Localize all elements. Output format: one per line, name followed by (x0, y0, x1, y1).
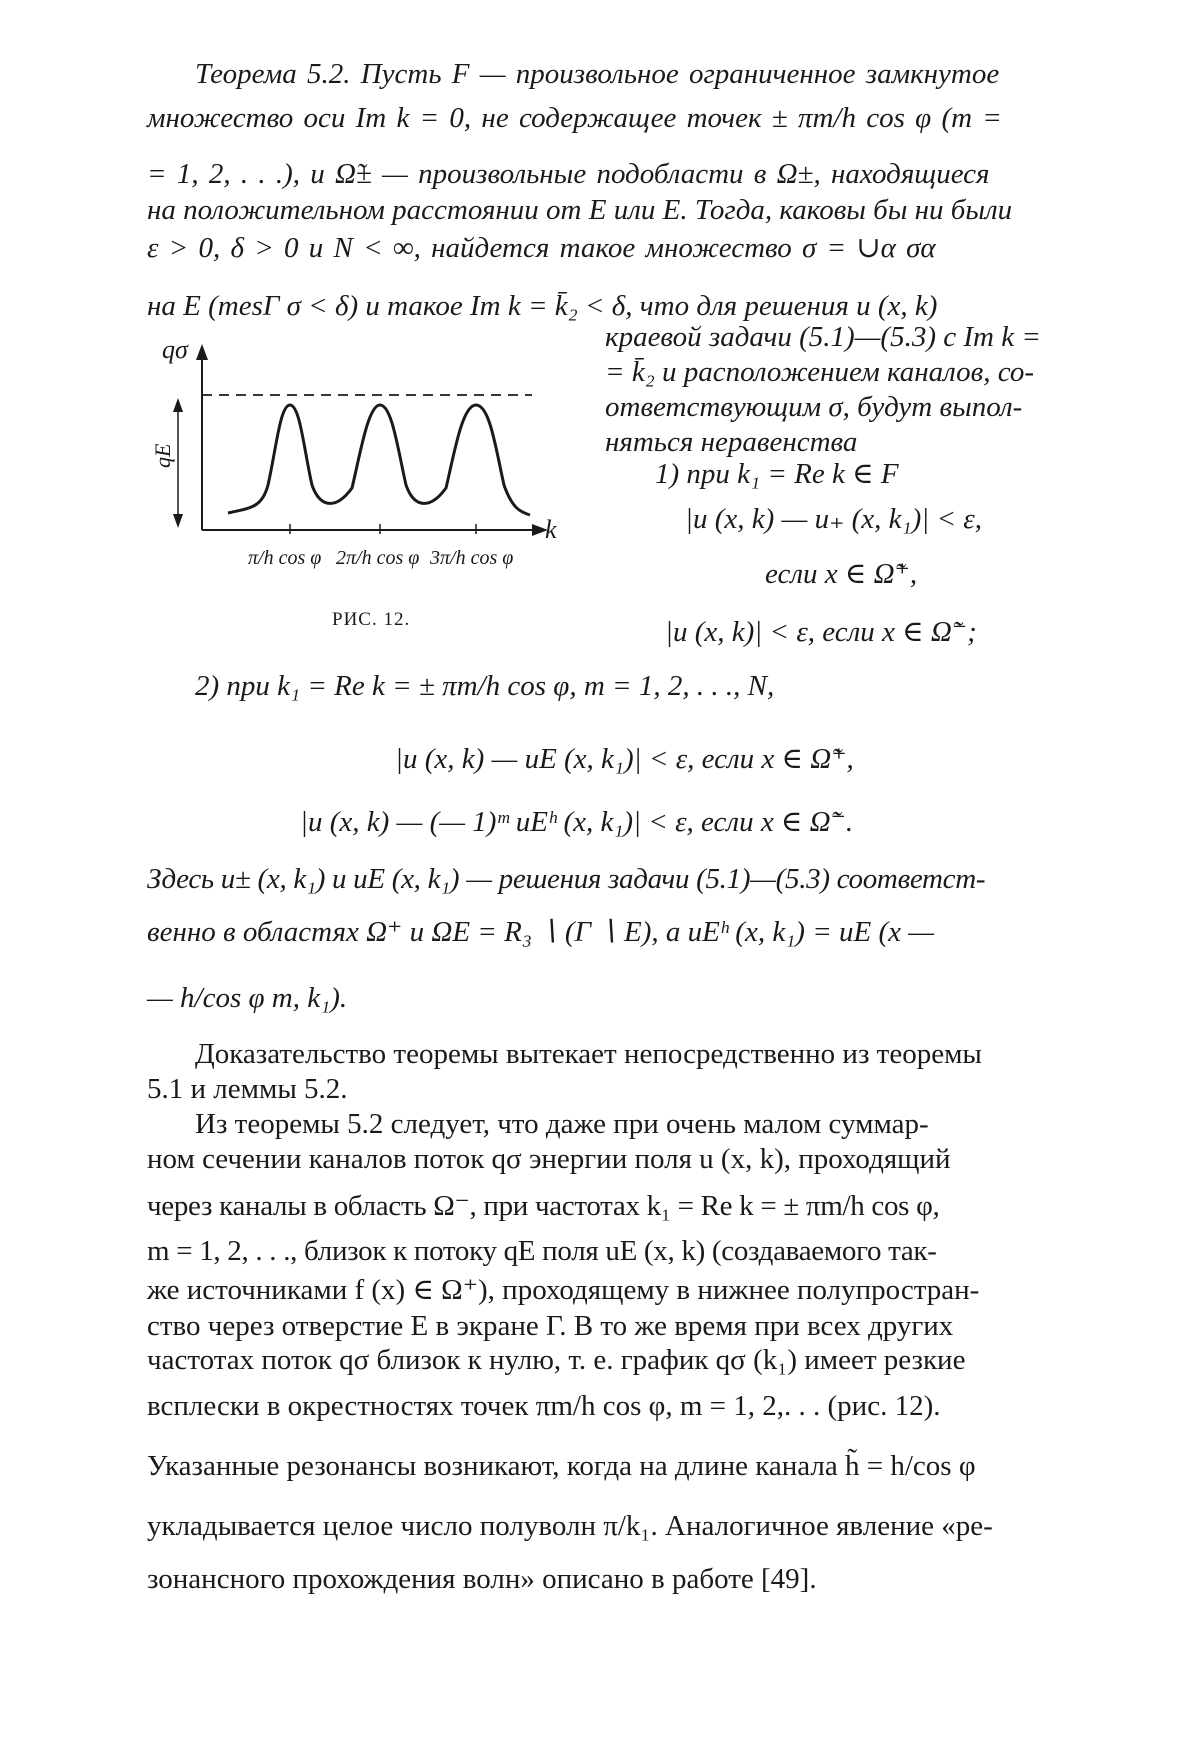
tick-label: 3π/h cos φ (430, 547, 514, 569)
condition-item-2: 2) при k₁ = Re k = ± πm/h cos φ, m = 1, 2, . . ., N, (195, 670, 775, 702)
paragraph-line: m = 1, 2, . . ., близок к потоку qE поля uE (x, k) (создаваемого так- (147, 1235, 937, 1267)
x-axis (202, 524, 548, 536)
notation-line: венно в областях Ω⁺ и ΩE = R₃ ∖ (Γ ∖ E), а uEʰ (x, k₁) = uE (x — (147, 916, 935, 948)
theorem-line: няться неравенства (605, 426, 858, 458)
paragraph-line: через каналы в область Ω⁻, при частотах k₁ = Re k = ± πm/h cos φ, (147, 1190, 940, 1222)
paragraph-line: зонансного прохождения волн» описано в работе [49]. (147, 1563, 817, 1595)
paragraph-line: частотах поток qσ близок к нулю, т. е. график qσ (k₁) имеет резкие (147, 1344, 966, 1376)
paragraph-line: же источниками f (x) ∈ Ω⁺), проходящему в нижнее полупростран- (147, 1274, 980, 1306)
paragraph-line: укладывается целое число полуволн π/k₁. Аналогичное явление «ре- (147, 1510, 993, 1542)
inequality: |u (x, k) — u₊ (x, k₁)| < ε, (685, 503, 982, 535)
resonance-curve (228, 405, 530, 515)
theorem-line: = 1, 2, . . .), и Ω̃± — произвольные подобласти в Ω±, находящиеся (147, 158, 990, 190)
y-axis (196, 344, 208, 530)
notation-line: Здесь u± (x, k₁) и uE (x, k₁) — решения задачи (5.1)—(5.3) соответст- (147, 863, 986, 895)
theorem-line: ε > 0, δ > 0 и N < ∞, найдется такое множество σ = ∪α σα (147, 232, 936, 264)
paragraph-line: ном сечении каналов поток qσ энергии поля u (x, k), проходящий (147, 1143, 951, 1175)
theorem-line: на E (mesΓ σ < δ) и такое Im k = k̄₂ < δ, что для решения u (x, k) (147, 290, 938, 322)
tick-label: 2π/h cos φ (336, 547, 420, 569)
tick-label: π/h cos φ (248, 547, 322, 569)
theorem-line: Теорема 5.2. Пусть F — произвольное ограниченное замкнутое (195, 58, 1000, 90)
inequality: |u (x, k) — (— 1)ᵐ uEʰ (x, k₁)| < ε, если x ∈ Ω̃⁻. (300, 806, 854, 838)
proof-line: Доказательство теоремы вытекает непосредственно из теоремы (195, 1038, 982, 1070)
paragraph-line: Указанные резонансы возникают, когда на длине канала h̃ = h/cos φ (147, 1450, 976, 1482)
theorem-line: множество оси Im k = 0, не содержащее точек ± πm/h cos φ (m = (147, 102, 1002, 134)
paragraph-line: Из теоремы 5.2 следует, что даже при очень малом суммар- (195, 1108, 929, 1140)
theorem-line: краевой задачи (5.1)—(5.3) с Im k = (605, 321, 1041, 353)
theorem-line: = k̄₂ и расположением каналов, со- (605, 356, 1035, 388)
theorem-line: ответствующим σ, будут выпол- (605, 391, 1023, 423)
proof-line: 5.1 и леммы 5.2. (147, 1073, 348, 1105)
flux-level-label: qE (150, 443, 175, 468)
paragraph-line: ство через отверстие E в экране Γ. В то же время при всех других (147, 1310, 954, 1342)
inequality: |u (x, k) — uE (x, k₁)| < ε, если x ∈ Ω̃⁺, (395, 743, 854, 775)
figure-caption: РИС. 12. (332, 609, 411, 630)
y-axis-label: qσ (162, 340, 188, 364)
inequality-condition: если x ∈ Ω̃⁺, (765, 558, 918, 590)
condition-item-1: 1) при k₁ = Re k ∈ F (655, 458, 899, 490)
notation-line: — h/cos φ m, k₁). (147, 982, 348, 1014)
inequality: |u (x, k)| < ε, если x ∈ Ω̃⁻; (665, 616, 977, 648)
figure-12 (140, 340, 560, 600)
paragraph-line: всплески в окрестностях точек πm/h cos φ, m = 1, 2,. . . (рис. 12). (147, 1390, 941, 1422)
theorem-line: на положительном расстоянии от E или E. Тогда, каковы бы ни были (147, 194, 1013, 226)
x-axis-label: k (545, 515, 557, 544)
